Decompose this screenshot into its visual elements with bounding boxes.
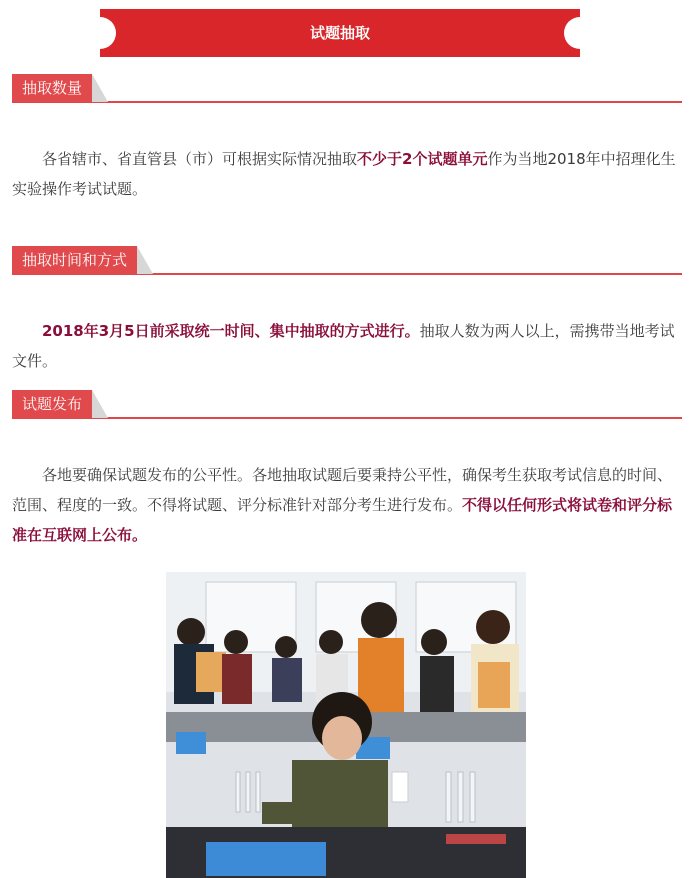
section-tab: 抽取数量 bbox=[12, 74, 92, 102]
paragraph-time-method bbox=[12, 316, 680, 376]
section-tab: 抽取时间和方式 bbox=[12, 246, 137, 274]
section-tab: 试题发布 bbox=[12, 390, 92, 418]
text: 作为当地2018年中招理化生实验操作考试试题。 bbox=[12, 150, 676, 198]
section-rule bbox=[12, 101, 682, 103]
paragraph-quantity bbox=[12, 144, 680, 204]
paragraph-release bbox=[12, 460, 680, 550]
text: 各地要确保试题发布的公平性。各地抽取试题后要秉持公平性，确保考生获取考试信息的时间、范围、程度的一致。不得将试题、评分标准针对部分考生进行发布。 bbox=[12, 466, 673, 514]
section-rule bbox=[12, 417, 682, 419]
text: 抽取人数为两人以上，需携带当地考试文件。 bbox=[12, 322, 675, 370]
classroom-photo bbox=[166, 572, 526, 878]
section-header-release bbox=[12, 390, 682, 422]
highlight-text: 2018年3月5日前采取统一时间、集中抽取的方式进行。 bbox=[42, 322, 420, 340]
text: 各省辖市、省直管县（市）可根据实际情况抽取 bbox=[42, 150, 358, 168]
section-header-time-method bbox=[12, 246, 682, 278]
title-banner bbox=[100, 9, 580, 57]
section-header-quantity bbox=[12, 74, 682, 106]
banner-title: 试题抽取 bbox=[309, 24, 370, 42]
highlight-text: 不少于2个试题单元 bbox=[357, 150, 488, 168]
highlight-text: 不得以任何形式将试卷和评分标准在互联网上公布。 bbox=[12, 496, 673, 544]
